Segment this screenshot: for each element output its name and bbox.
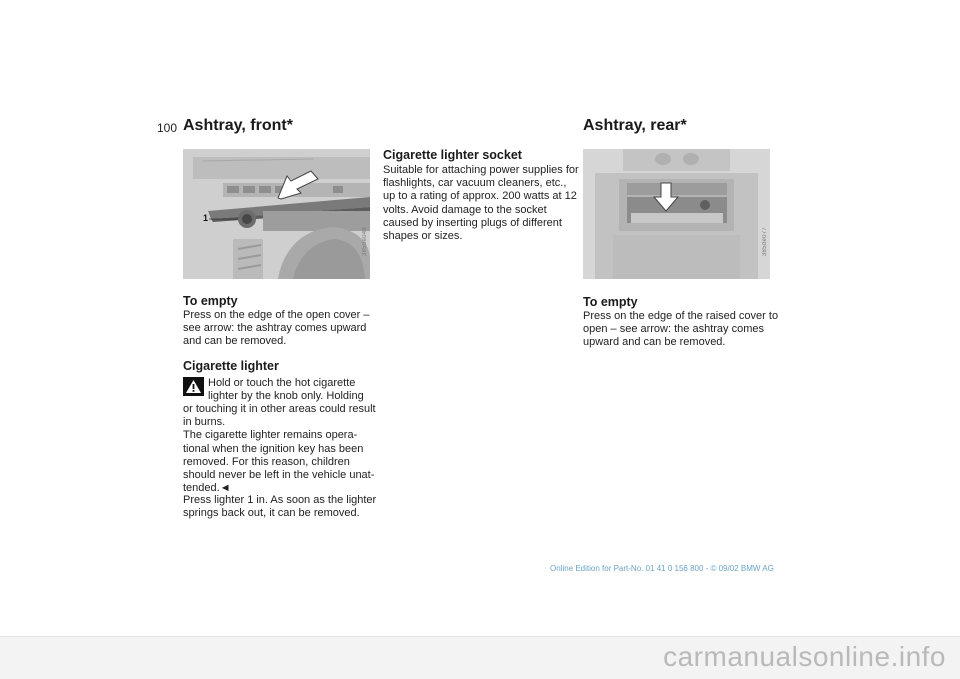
to-empty-heading-rear: To empty <box>583 295 638 309</box>
lighter-socket-heading: Cigarette lighter socket <box>383 148 522 162</box>
callout-1: 1 <box>203 213 209 223</box>
to-empty-text-front: Press on the edge of the open cover – see arrow: the ashtray comes upward and can be removed. <box>183 309 370 348</box>
image-code: 385de077 <box>762 227 768 257</box>
cigarette-lighter-heading: Cigarette lighter <box>183 359 279 373</box>
lighter-instruction: Press lighter 1 in. As soon as the lighter springs back out, it can be removed. <box>183 494 377 520</box>
page-number: 100 <box>157 121 178 135</box>
image-code: 385de049 <box>362 227 368 257</box>
ashtray-front-photo <box>183 149 370 279</box>
ashtray-rear-photo <box>583 149 770 279</box>
watermark-bar <box>0 636 960 679</box>
warning-text: or touching it in other areas could result in burns. The cigarette lighter remains opera-tional when the ignition key has been removed. For this reason, children should never be left in the vehicle unat-tended.◄ <box>183 403 376 495</box>
lighter-socket-text: Suitable for attaching power supplies for flashlights, car vacuum cleaners, etc., up to a rating of approx. 200 watts at 12 volts. Avoid damage to the socket caused by inserting plugs of different shapes or sizes. <box>383 164 579 243</box>
to-empty-text-rear: Press on the edge of the raised cover to open – see arrow: the ashtray comes upward and can be removed. <box>583 310 779 349</box>
ashtray-rear-title: Ashtray, rear* <box>583 117 687 134</box>
to-empty-heading-front: To empty <box>183 294 238 308</box>
footer-edition: Online Edition for Part-No. 01 41 0 156 800 - © 09/02 BMW AG <box>550 564 774 573</box>
ashtray-front-title: Ashtray, front* <box>183 117 293 134</box>
watermark-text: carmanualsonline.info <box>663 641 946 672</box>
warning-text-indented: Hold or touch the hot cigarette lighter by the knob only. Holding <box>208 377 364 403</box>
warning-triangle-icon <box>183 377 204 396</box>
